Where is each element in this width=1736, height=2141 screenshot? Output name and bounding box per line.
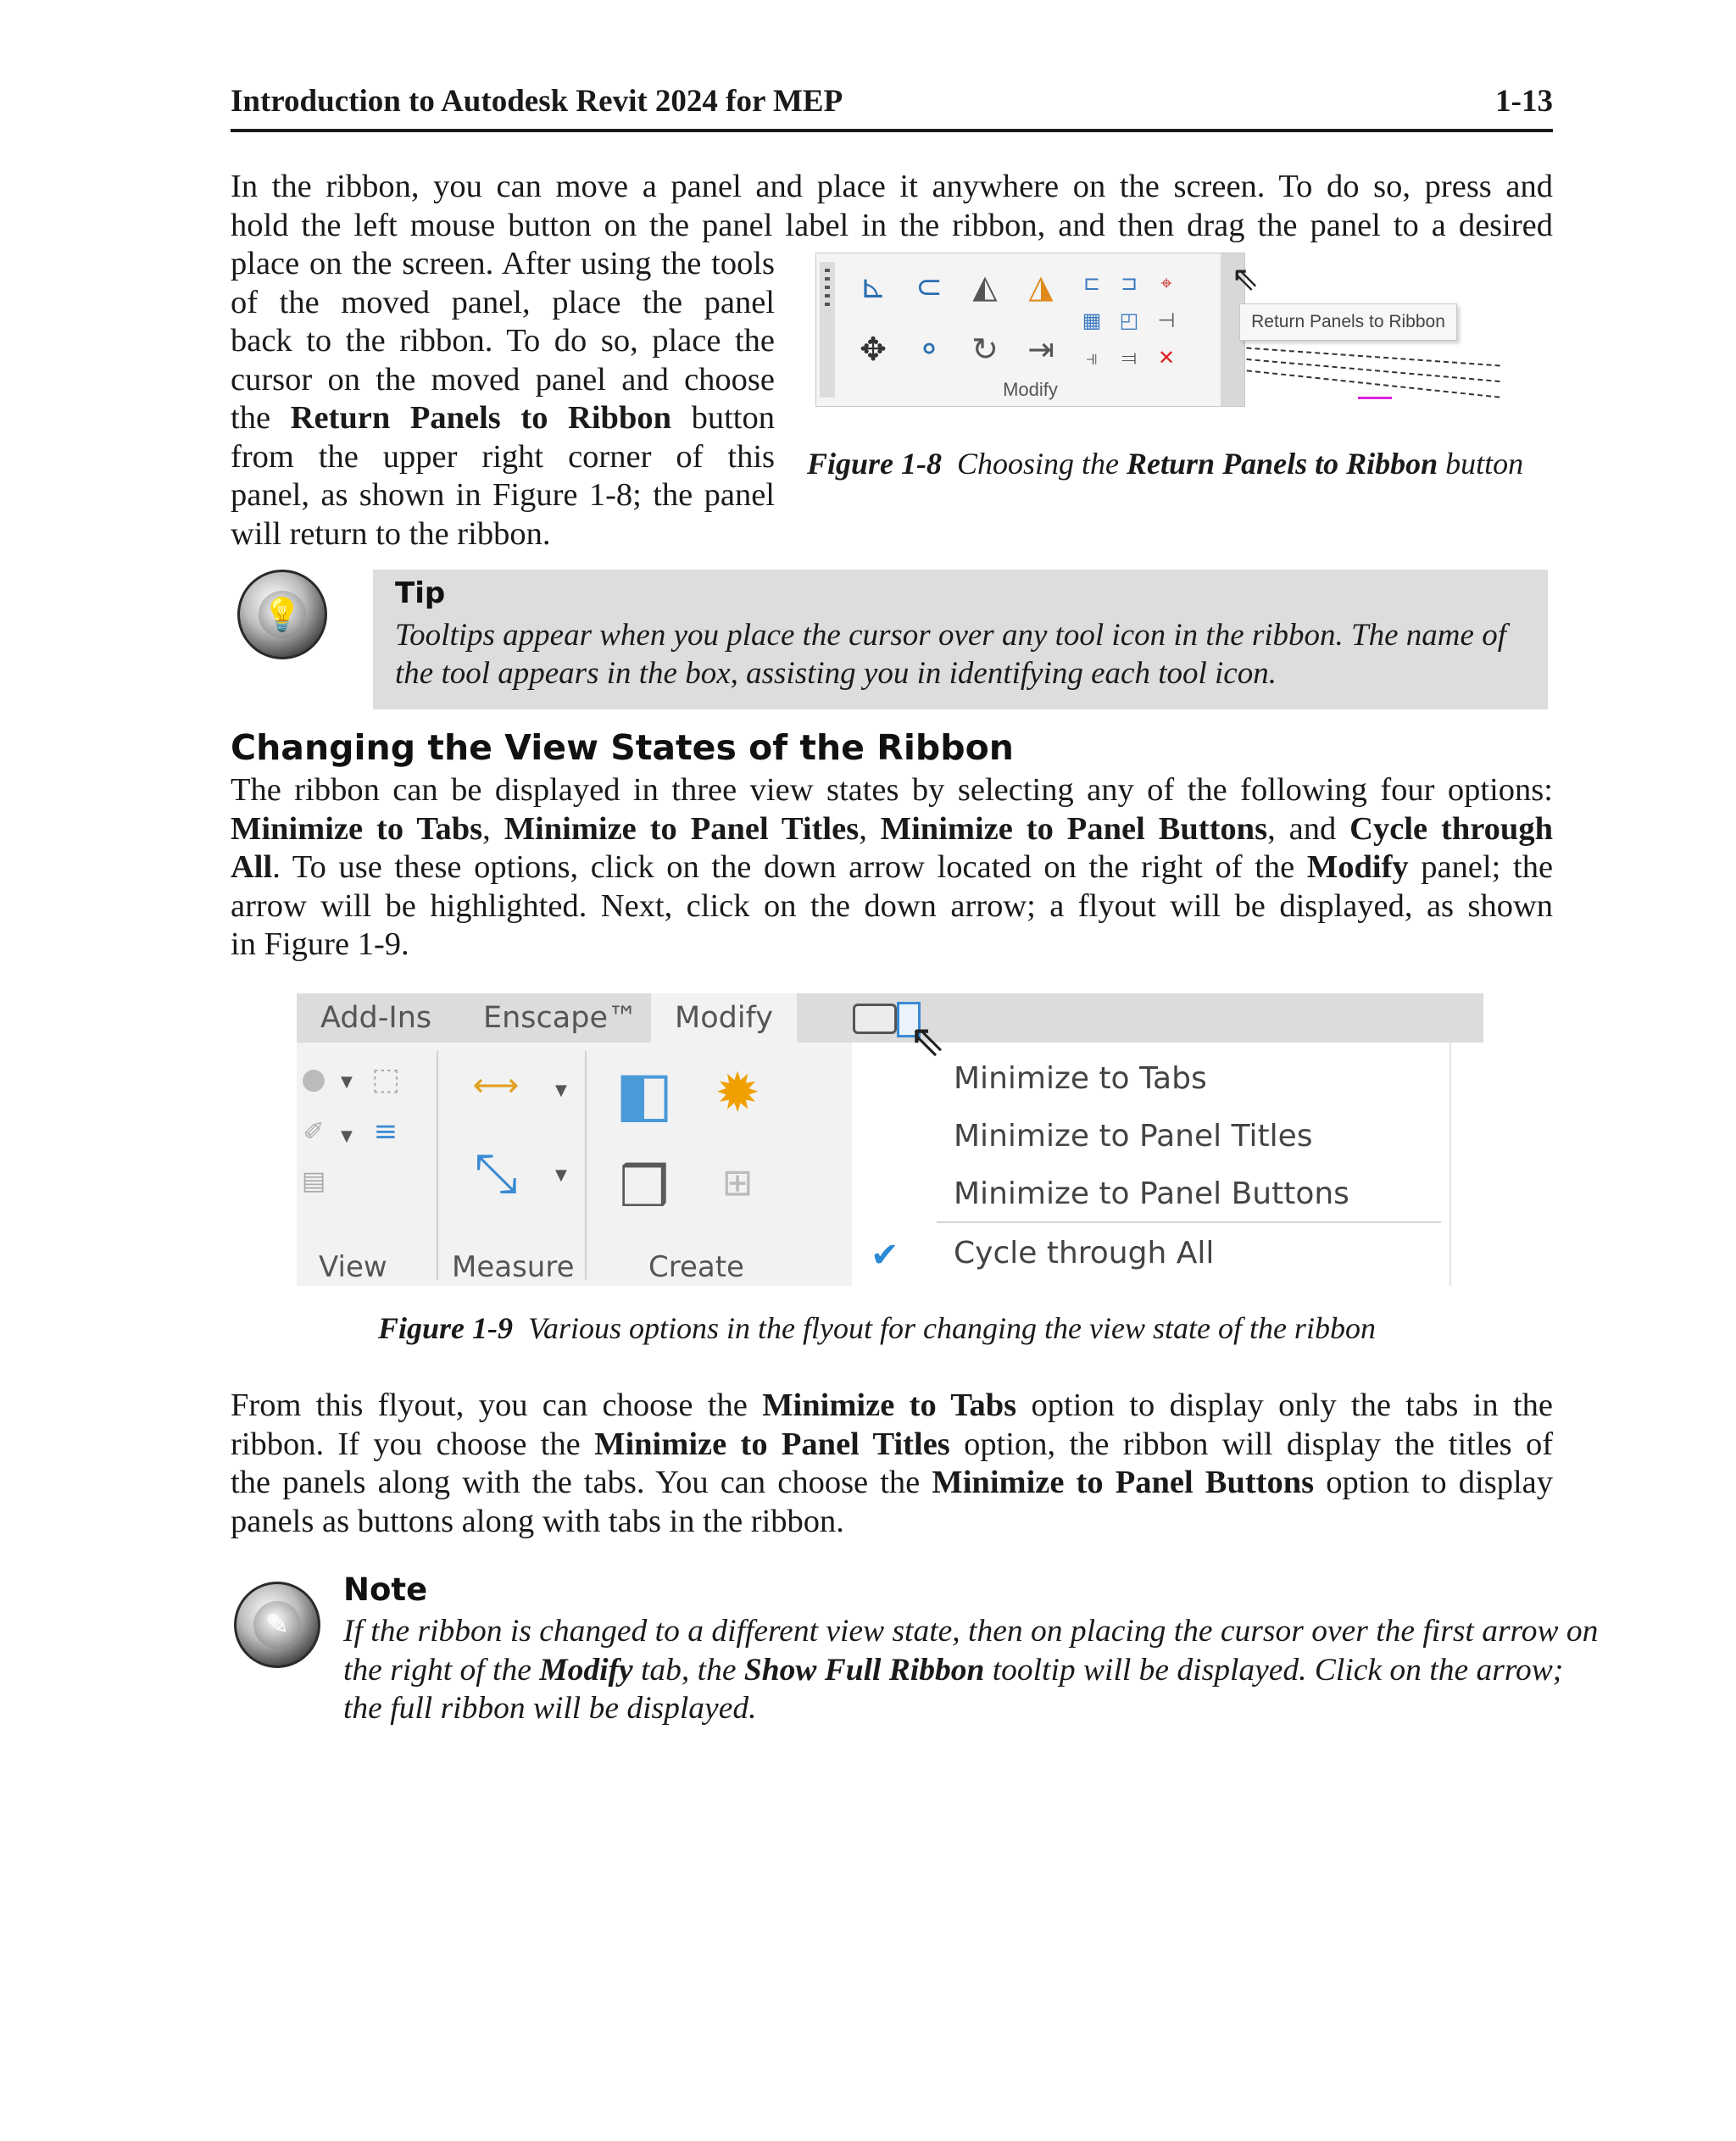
create-assembly-icon[interactable]: ⊞ <box>721 1160 754 1204</box>
text-line: arrow will be highlighted. Next, click on the down arrow; a flyout will be displayed, as shown <box>231 887 1553 924</box>
figure-1-9-caption <box>378 1310 1376 1346</box>
ribbon-panels <box>297 1043 852 1286</box>
text-run: . To use these options, click on the down arrow located on the right of the <box>272 849 1295 885</box>
section-box-icon[interactable]: ▤ <box>301 1165 326 1196</box>
checkmark-icon: ✔ <box>871 1236 899 1275</box>
bold-term: Minimize to Panel Titles <box>504 810 860 847</box>
menu-item-cycle-through-all[interactable]: Cycle through All <box>954 1236 1215 1271</box>
mirror-draw-axis-icon[interactable]: ◮ <box>1028 268 1054 305</box>
copy-icon[interactable]: ⚬ <box>915 331 943 368</box>
tab-modify[interactable]: Modify <box>651 993 797 1043</box>
tip-box <box>373 570 1548 709</box>
scale-icon[interactable]: ◰ <box>1119 309 1139 332</box>
create-similar-icon[interactable]: ✹ <box>715 1062 760 1125</box>
bold-term: Cycle through <box>1349 810 1553 847</box>
menu-item-minimize-panel-titles[interactable]: Minimize to Panel Titles <box>954 1119 1313 1154</box>
text-line: place on the screen. After using the tools <box>231 246 775 281</box>
text-line: from the upper right corner of this <box>231 438 775 475</box>
caption-number: Figure 1-8 <box>807 447 943 481</box>
text-line: in Figure 1-9. <box>231 926 409 962</box>
bold-term: Modify <box>539 1652 633 1688</box>
text-run: option to display only the tabs in the <box>1031 1387 1554 1423</box>
text-line: back to the ribbon. To do so, place the <box>231 323 775 359</box>
note-text <box>343 1612 1599 1728</box>
tip-bulb-icon <box>237 570 327 659</box>
pin-icon[interactable]: ⊣ <box>1157 309 1176 332</box>
create-group-icon[interactable]: ◧ <box>615 1058 674 1129</box>
note-badge-icon <box>234 1582 320 1668</box>
text-run: option to display <box>1326 1465 1553 1500</box>
trim-multiple-icon[interactable]: ⫣ <box>1085 346 1099 370</box>
bold-term: Show Full Ribbon <box>743 1652 985 1688</box>
header-rule <box>231 129 1553 132</box>
bold-term: Minimize to Panel Buttons <box>932 1465 1315 1500</box>
split-gap-icon[interactable]: ⊐ <box>1120 271 1138 295</box>
render-icon[interactable]: ● <box>301 1062 326 1096</box>
panel-label[interactable]: Modify <box>1003 379 1058 400</box>
figure-1-8-caption <box>807 446 1523 481</box>
dropdown-arrow-icon[interactable]: ▼ <box>341 1073 353 1091</box>
bold-term: Modify <box>1306 849 1409 885</box>
running-header <box>231 83 1553 117</box>
caption-text: button <box>1445 447 1524 481</box>
text-line: panels as buttons along with tabs in the ribbon. <box>231 1503 844 1539</box>
unpin-icon[interactable]: ⌖ <box>1160 271 1172 295</box>
note-title: Note <box>343 1571 428 1608</box>
bold-term: Minimize to Panel Buttons <box>880 810 1268 847</box>
mirror-pick-axis-icon[interactable]: ◭ <box>972 268 998 305</box>
text-run: and <box>1288 810 1337 847</box>
text-line <box>231 848 1553 887</box>
array-icon[interactable]: ▦ <box>1082 309 1102 332</box>
text-line <box>231 1387 1553 1426</box>
trim-extend-icon[interactable]: ⇥ <box>1027 331 1054 368</box>
panel-label-measure[interactable]: Measure <box>452 1250 575 1284</box>
menu-item-minimize-panel-buttons[interactable]: Minimize to Panel Buttons <box>954 1176 1349 1211</box>
dropdown-arrow-icon[interactable]: ▼ <box>341 1127 353 1145</box>
tab-add-ins[interactable]: Add-Ins <box>320 1001 432 1035</box>
delete-icon[interactable]: ✕ <box>1157 346 1176 370</box>
dropdown-arrow-icon[interactable]: ▼ <box>555 1082 567 1099</box>
section-paragraph <box>231 771 1553 965</box>
text-run: tab, the <box>641 1652 737 1688</box>
tip-text: Tooltips appear when you place the cursor over any tool icon in the ribbon. The name of the tool appears in the box, assisting you in identifying each tool icon. <box>395 618 1506 691</box>
caption-text: Various options in the flyout for changing the view state of the ribbon <box>528 1311 1376 1345</box>
panel-label-create[interactable]: Create <box>648 1250 744 1284</box>
split-element-icon[interactable]: ⊏ <box>1082 271 1101 295</box>
text-line <box>231 1426 1553 1465</box>
align-icon[interactable]: ⊾ <box>860 268 887 305</box>
text-run: tooltip will be displayed. Click on the arrow; <box>992 1652 1564 1688</box>
3d-view-icon[interactable]: ⬚ <box>370 1061 400 1097</box>
caption-bold: Return Panels to Ribbon <box>1127 447 1438 481</box>
text-run: From this flyout, you can choose the <box>231 1387 748 1423</box>
return-panels-tooltip: Return Panels to Ribbon <box>1239 303 1457 341</box>
dashed-line <box>1246 348 1500 367</box>
intro-paragraph-wrap <box>231 245 775 553</box>
text-run: ribbon. If you choose the <box>231 1426 581 1462</box>
text-line: hold the left mouse button on the panel label in the ribbon, and then drag the panel to a desired <box>231 207 1553 243</box>
magenta-mark <box>1358 397 1392 399</box>
measure-distance-icon[interactable]: ⟷ <box>472 1066 520 1104</box>
caption-number: Figure 1-9 <box>378 1311 514 1345</box>
text-line <box>231 399 775 438</box>
text-run: the panels along with the tabs. You can choose the <box>231 1465 921 1500</box>
cursor-arrow-icon: ⇖ <box>1231 259 1260 298</box>
text-line: If the ribbon is changed to a different view state, then on placing the cursor over the first arrow on <box>343 1614 1599 1649</box>
flyout-paragraph <box>231 1387 1553 1541</box>
bold-term: Minimize to Panel Titles <box>594 1426 950 1462</box>
figure-1-9 <box>297 993 1483 1286</box>
move-icon[interactable]: ✥ <box>860 331 887 368</box>
measure-along-element-icon[interactable]: ⤡ <box>474 1143 518 1205</box>
text-run: option, the ribbon will display the titles of <box>964 1426 1554 1462</box>
text-run: button <box>691 400 776 436</box>
bold-term: Minimize to Tabs <box>231 810 483 847</box>
text-line: The ribbon can be displayed in three view states by selecting any of the following four options: <box>231 772 1553 808</box>
text-line: will return to the ribbon. <box>231 515 551 552</box>
panel-grip[interactable] <box>820 262 835 398</box>
figure-1-8 <box>815 253 1502 410</box>
floating-modify-panel[interactable] <box>815 253 1245 407</box>
text-line: cursor on the moved panel and choose <box>231 361 775 398</box>
trim-single-icon[interactable]: ⫤ <box>1121 346 1138 370</box>
section-heading: Changing the View States of the Ribbon <box>231 727 1014 768</box>
thin-lines-icon[interactable]: ≡ <box>373 1115 398 1148</box>
dropdown-arrow-icon[interactable]: ▼ <box>555 1166 567 1184</box>
brush-icon[interactable]: ✐ <box>303 1116 325 1147</box>
text-line: In the ribbon, you can move a panel and place it anywhere on the screen. To do so, press and <box>231 169 1553 204</box>
offset-icon[interactable]: ⊂ <box>915 268 943 305</box>
text-run: the <box>231 400 271 436</box>
text-run: panel; the <box>1421 849 1554 885</box>
intro-paragraph-top <box>231 168 1553 245</box>
page-number: 1-13 <box>1495 84 1553 119</box>
tab-enscape[interactable]: Enscape™ <box>483 1001 637 1035</box>
caption-text: Choosing the <box>957 447 1120 481</box>
show-full-ribbon-icon[interactable] <box>853 1004 897 1034</box>
bold-term: All <box>231 849 273 885</box>
ribbon-state-flyout <box>852 1043 1451 1286</box>
text-run: the right of the <box>343 1652 531 1688</box>
ribbon-tab-bar <box>297 993 1483 1043</box>
book-title: Introduction to Autodesk Revit 2024 for MEP <box>231 84 843 119</box>
bold-term: Return Panels to Ribbon <box>290 400 672 436</box>
text-line: Minimize to Tabs, Minimize to Panel Titles, Minimize to Panel Buttons, and Cycle through <box>231 810 1553 847</box>
text-line <box>231 1464 1553 1503</box>
menu-separator <box>937 1221 1441 1223</box>
panel-separator <box>585 1051 587 1280</box>
create-parts-icon[interactable]: ❒ <box>619 1154 670 1220</box>
text-line: of the moved panel, place the panel <box>231 284 775 320</box>
text-line: the full ribbon will be displayed. <box>343 1691 757 1726</box>
lightbulb-icon: 💡 <box>259 591 306 638</box>
text-line: panel, as shown in Figure 1-8; the panel <box>231 477 775 513</box>
bold-term: Minimize to Tabs <box>762 1387 1017 1423</box>
cursor-arrow-icon: ⇖ <box>909 1015 946 1066</box>
rotate-icon[interactable]: ↻ <box>971 331 999 368</box>
menu-item-minimize-tabs[interactable]: Minimize to Tabs <box>954 1061 1207 1096</box>
panel-label-view[interactable]: View <box>319 1250 387 1284</box>
tip-title: Tip <box>395 576 446 610</box>
panel-separator <box>437 1051 438 1280</box>
pencil-icon: ✎ <box>253 1601 301 1649</box>
dashed-line <box>1247 370 1500 398</box>
text-line <box>343 1651 1564 1690</box>
